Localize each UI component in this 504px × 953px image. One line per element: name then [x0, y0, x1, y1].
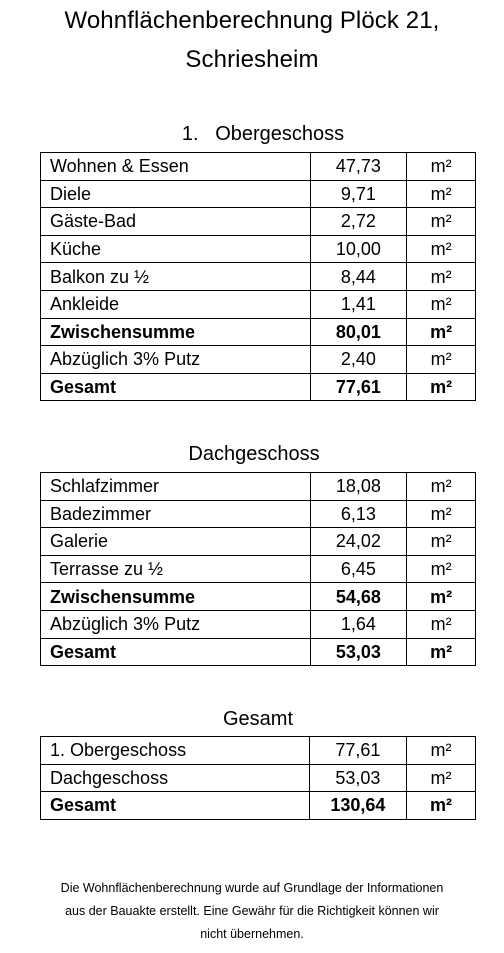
- row-label: Abzüglich 3% Putz: [41, 610, 311, 638]
- table-row: [41, 208, 476, 236]
- table-row: [41, 610, 476, 638]
- row-unit: m²: [407, 792, 476, 820]
- row-value: 1,64: [310, 610, 407, 638]
- table-row: [41, 235, 476, 263]
- table-row: [41, 290, 476, 318]
- row-value: 77,61: [310, 373, 407, 401]
- row-value: 6,13: [310, 500, 407, 528]
- section-heading-obergeschoss: 1. Obergeschoss: [181, 123, 345, 145]
- subtotal-row: [41, 583, 476, 611]
- row-unit: m²: [407, 500, 476, 528]
- row-label: Dachgeschoss: [41, 764, 310, 792]
- row-unit: m²: [407, 555, 476, 583]
- table-row: [41, 180, 476, 208]
- table-row: [41, 153, 476, 181]
- row-value: 10,00: [310, 235, 407, 263]
- row-value: 53,03: [310, 638, 407, 666]
- row-value: 6,45: [310, 555, 407, 583]
- row-label: Wohnen & Essen: [41, 153, 311, 181]
- row-label: Badezimmer: [41, 500, 311, 528]
- row-value: 130,64: [309, 792, 406, 820]
- row-unit: m²: [407, 610, 476, 638]
- section-heading-dachgeschoss: Dachgeschoss: [188, 443, 320, 465]
- row-value: 2,72: [310, 208, 407, 236]
- row-label: Diele: [41, 180, 311, 208]
- row-label: Gäste-Bad: [41, 208, 311, 236]
- row-value: 1,41: [310, 290, 407, 318]
- section-heading-gesamt: Gesamt: [222, 708, 294, 730]
- table-row: [41, 500, 476, 528]
- total-row: [41, 792, 476, 820]
- row-value: 54,68: [310, 583, 407, 611]
- row-label: Gesamt: [41, 792, 310, 820]
- row-label: Schlafzimmer: [41, 473, 311, 501]
- row-unit: m²: [407, 235, 476, 263]
- row-unit: m²: [407, 318, 476, 346]
- row-unit: m²: [407, 263, 476, 291]
- table-gesamt: [40, 736, 476, 820]
- total-row: [41, 373, 476, 401]
- page-title: Wohnflächenberechnung Plöck 21,: [64, 7, 440, 34]
- row-value: 53,03: [309, 764, 406, 792]
- row-unit: m²: [407, 528, 476, 556]
- disclaimer-note: [0, 877, 504, 946]
- row-unit: m²: [407, 737, 476, 765]
- row-label: Terrasse zu ½: [41, 555, 311, 583]
- row-label: Ankleide: [41, 290, 311, 318]
- row-label: Balkon zu ½: [41, 263, 311, 291]
- disclaimer-line: nicht übernehmen.: [200, 927, 304, 941]
- disclaimer-line: aus der Bauakte erstellt. Eine Gewähr für die Richtigkeit können wir: [65, 904, 439, 918]
- row-label: Küche: [41, 235, 311, 263]
- row-value: 9,71: [310, 180, 407, 208]
- row-unit: m²: [407, 373, 476, 401]
- row-label: Galerie: [41, 528, 311, 556]
- row-unit: m²: [407, 583, 476, 611]
- row-unit: m²: [407, 473, 476, 501]
- row-label: Abzüglich 3% Putz: [41, 346, 311, 374]
- subtotal-row: [41, 318, 476, 346]
- row-label: 1. Obergeschoss: [41, 737, 310, 765]
- table-row: [41, 346, 476, 374]
- table-row: [41, 263, 476, 291]
- disclaimer-line: Die Wohnflächenberechnung wurde auf Grundlage der Informationen: [60, 881, 444, 895]
- row-value: 77,61: [309, 737, 406, 765]
- row-value: 8,44: [310, 263, 407, 291]
- row-value: 18,08: [310, 473, 407, 501]
- row-label: Zwischensumme: [41, 583, 311, 611]
- row-unit: m²: [407, 638, 476, 666]
- page-title-location: Schriesheim: [185, 46, 319, 73]
- table-row: [41, 555, 476, 583]
- table-row: [41, 737, 476, 765]
- row-label: Gesamt: [41, 373, 311, 401]
- table-row: [41, 528, 476, 556]
- row-unit: m²: [407, 208, 476, 236]
- row-label: Zwischensumme: [41, 318, 311, 346]
- table-row: [41, 764, 476, 792]
- table-dachgeschoss: [40, 472, 476, 666]
- row-unit: m²: [407, 346, 476, 374]
- row-value: 24,02: [310, 528, 407, 556]
- total-row: [41, 638, 476, 666]
- row-value: 47,73: [310, 153, 407, 181]
- table-row: [41, 473, 476, 501]
- row-unit: m²: [407, 764, 476, 792]
- row-unit: m²: [407, 153, 476, 181]
- row-unit: m²: [407, 180, 476, 208]
- row-value: 2,40: [310, 346, 407, 374]
- row-unit: m²: [407, 290, 476, 318]
- row-value: 80,01: [310, 318, 407, 346]
- table-obergeschoss: [40, 152, 476, 401]
- row-label: Gesamt: [41, 638, 311, 666]
